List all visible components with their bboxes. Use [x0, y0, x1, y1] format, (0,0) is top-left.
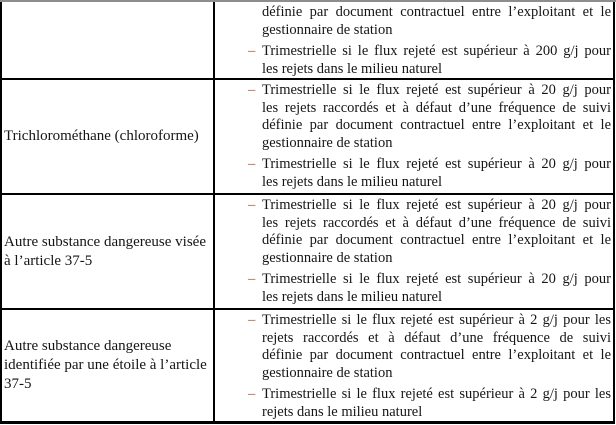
list-dash-icon: –: [248, 43, 256, 59]
frequency-line: définie par document contractuel entre l’exploitant et le: [262, 4, 611, 20]
substance-name: 37-5: [4, 376, 32, 392]
frequency-item: [215, 82, 611, 152]
table-row: [2, 2, 613, 78]
frequency-line: Trimestrielle si le flux rejeté est supérieur à 20 g/j pour: [262, 197, 611, 213]
list-dash-icon: –: [248, 312, 256, 328]
frequency-line: définie par document contractuel entre l’exploitant et le: [262, 117, 611, 133]
frequency-item: [215, 197, 611, 267]
frequency-item: [215, 312, 611, 382]
frequency-cell: [215, 310, 613, 421]
frequency-line: gestionnaire de station: [262, 134, 393, 151]
frequency-line: Trimestrielle si le flux rejeté est supérieur à 20 g/j pour: [262, 82, 611, 98]
substance-name: Autre substance dangereuse visée: [4, 233, 207, 250]
frequency-line: Trimestrielle si le flux rejeté est supérieur à 20 g/j pour: [262, 271, 611, 287]
list-dash-icon: –: [248, 156, 256, 172]
list-dash-icon: –: [248, 82, 256, 98]
frequency-item: [215, 271, 611, 306]
frequency-line: Trimestrielle si le flux rejeté est supérieur à 2 g/j pour les: [262, 312, 611, 328]
frequency-line: les rejets dans le milieu naturel: [262, 288, 442, 305]
substance-name: à l’article 37-5: [4, 252, 93, 269]
substance-cell: [2, 195, 215, 308]
frequency-line: les rejets raccordés et à défaut d’une fréquence de suivi: [262, 214, 611, 231]
frequency-cell: [215, 195, 613, 308]
substance-cell: [2, 2, 215, 78]
frequency-line: rejets dans le milieu naturel: [262, 403, 423, 420]
substance-name: Autre substance dangereuse: [4, 338, 172, 354]
frequency-line: Trimestrielle si le flux rejeté est supérieur à 200 g/j pour: [262, 43, 611, 59]
frequency-line: les rejets raccordés et à défaut d’une fréquence de suivi: [262, 99, 611, 116]
frequency-line: les rejets dans le milieu naturel: [262, 60, 442, 77]
table-row: [2, 308, 613, 421]
frequency-line: gestionnaire de station: [262, 249, 393, 266]
frequency-item: [215, 4, 611, 39]
table-row: [2, 78, 613, 193]
substance-cell: [2, 310, 215, 421]
frequency-cell: [215, 80, 613, 193]
frequency-line: gestionnaire de station: [262, 21, 393, 38]
frequency-line: Trimestrielle si le flux rejeté est supérieur à 2 g/j pour les: [262, 386, 611, 402]
frequency-line: définie par document contractuel entre l’exploitant et le: [262, 347, 611, 363]
substance-name: identifiée par une étoile à l’article: [4, 357, 207, 373]
frequency-cell: [215, 2, 613, 78]
monitoring-frequency-table: [0, 2, 615, 424]
frequency-line: rejets raccordés et à défaut d’une fréquence de suivi: [262, 329, 611, 346]
list-dash-icon: –: [248, 386, 256, 402]
frequency-item: [215, 156, 611, 191]
list-dash-icon: –: [248, 197, 256, 213]
frequency-line: les rejets dans le milieu naturel: [262, 173, 442, 190]
frequency-line: définie par document contractuel entre l’exploitant et le: [262, 232, 611, 248]
table-row: [2, 193, 613, 308]
substance-cell: [2, 80, 215, 193]
frequency-item: [215, 386, 611, 421]
list-dash-icon: –: [248, 271, 256, 287]
frequency-item: [215, 43, 611, 78]
frequency-line: Trimestrielle si le flux rejeté est supérieur à 20 g/j pour: [262, 156, 611, 172]
substance-name: Trichlorométhane (chloroforme): [4, 128, 199, 144]
frequency-line: gestionnaire de station: [262, 364, 393, 381]
